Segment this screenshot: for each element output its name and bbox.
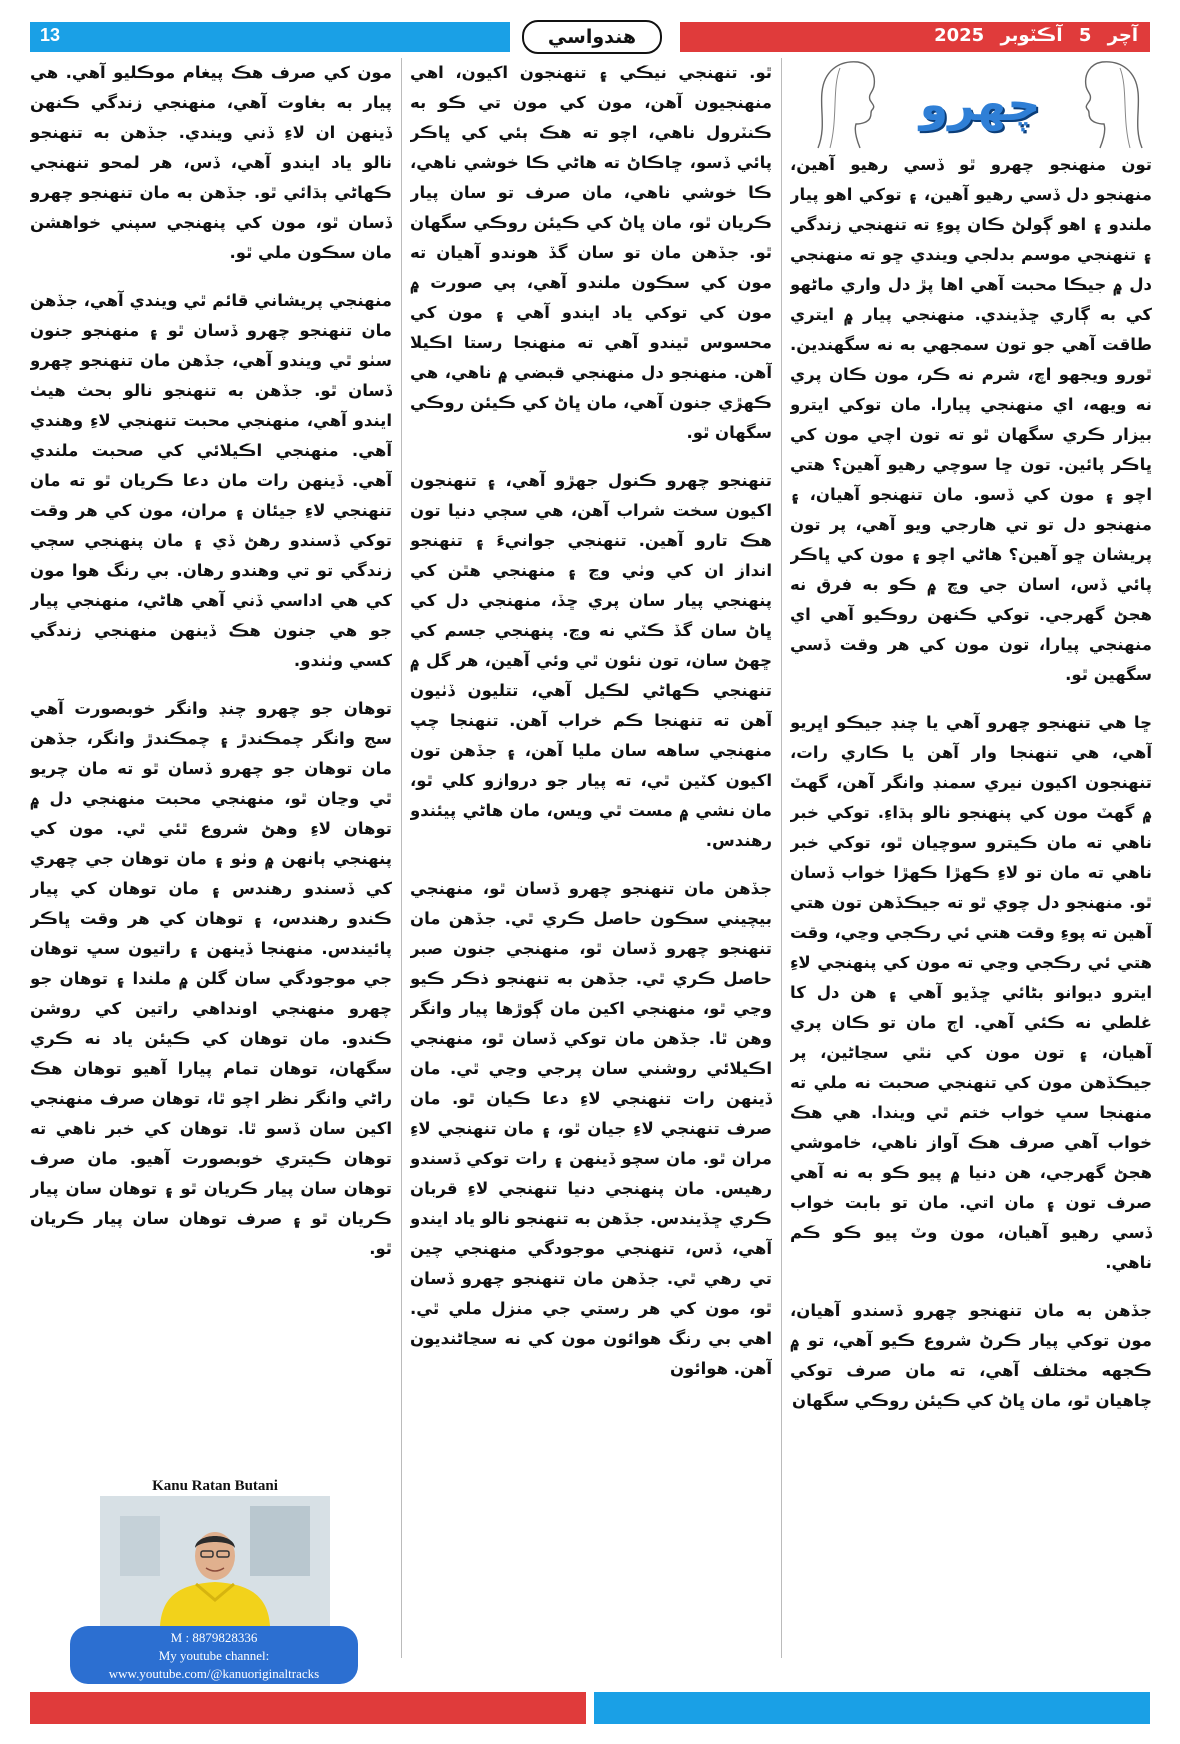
author-name: Kanu Ratan Butani <box>152 1478 278 1494</box>
article-column-2 <box>410 58 772 1658</box>
paragraph: توهان جو چهرو چنڊ وانگر خوبصورت آهي سج وانگر چمڪندڙ ۽ چمڪندڙ وانگر، جڏهن مان توهان جو چهرو ڏسان ٿو ته مان چريو ٿي وڃان ٿو، منهنجي محبت منهنجي دل ۾ توهان لاءِ وهڻ شروع ٿئي ٿي. مون کي پنهنجي ٻانهن ۾ وٺو ۽ مان توهان جي چهري کي ڏسندو رهندس ۽ مان توهان کي پيار ڪندو رهندس، ۽ توهان کي هر وقت ڀاڪر پائيندس. منهنجا ڏينهن ۽ راتيون سڀ توهان جي موجودگي سان گلن ۾ ملندا ۽ توهان جو چهرو منهنجي اونداهي راتين کي روشن ڪندو. مان توهان کي ڪيئن ياد نه ڪري سگهان، توهان تمام پيارا آهيو توهان هڪ راڻي وانگر نظر اچو ٿا، توهان صرف منهنجي اکين سان ڏسو ٿا. توهان کي خبر ناهي ته توهان ڪيتري خوبصورت آهيو. مان صرف توهان سان پيار ڪريان ٿو ۽ توهان سان پيار ڪريان ٿو ۽ صرف توهان سان پيار ڪريان ٿو. <box>30 699 392 1258</box>
footer-bar-right <box>594 1692 1150 1724</box>
author-channel-label: My youtube channel: <box>158 1648 270 1663</box>
column-divider <box>781 58 782 1658</box>
article-column-1 <box>790 150 1152 1650</box>
paragraph: جڏهن به مان تنهنجو چهرو ڏسندو آهيان، مون توکي پيار ڪرڻ شروع ڪيو آهي، تو ۾ ڪجهه مختلف آهي، ته مان صرف توکي چاهيان ٿو، مان ڀاڻ کي ڪيئن روڪي سگهان <box>790 1301 1152 1410</box>
date-day-number: 5 <box>1078 25 1092 46</box>
page-number: 13 <box>40 25 61 45</box>
date-day-name: آچر <box>1107 25 1138 46</box>
dateline <box>924 25 1138 46</box>
page-footer <box>30 1692 1150 1724</box>
date-month: آڪٽوبر <box>1000 25 1063 46</box>
date-year: 2025 <box>934 25 985 46</box>
masthead-logo: هندواسي <box>522 20 662 54</box>
footer-bar-left <box>30 1692 586 1724</box>
article-column-3 <box>30 58 392 1468</box>
author-photo <box>100 1496 330 1626</box>
face-outline-icon <box>810 58 886 150</box>
page-header <box>30 22 1150 52</box>
paragraph: منهنجي پريشاني قائم ٿي ويندي آهي، جڏهن مان تنهنجو چهرو ڏسان ٿو ۽ منهنجو جنون سٺو ٿي ويندو آهي، جڏهن مان تنهنجو چهرو ڏسان ٿو. جڏهن به تنهنجو نالو بحث هيٺ ايندو آهي، منهنجي محبت تنهنجي لاءِ وهندي آهي. منهنجي اڪيلائي کي صحبت ملندي آهي. ڏينهن رات مان دعا ڪريان ٿو ته مان تنهنجي لاءِ جيئان ۽ مران، مون کي هر وقت توکي ڏسندو رهڻ ڏي ۽ مان پنهنجي سڄي زندگي تو تي وهندو رهان. بي رنگ هوا مون کي هي اداسي ڏني آهي هاڻي، منهنجي پيار جو هي جنون هڪ ڏينهن منهنجي زندگي کسي وٺندو. <box>30 291 392 670</box>
paragraph: تنهنجو چهرو ڪنول جهڙو آهي، ۽ تنهنجون اکيون سخت شراب آهن، هي سڄي دنيا تون هڪ تارو آهين. تنهنجي جوانيءَ ۽ تنهنجو انداز ان کي وٺي وڃ ۽ منهنجي هٿن کي پنهنجي پيار سان پري ڇڏ، منهنجي دل کي ڀاڻ سان گڏ ڪٽي نه وڃ. پنهنجي جسم کي ڇهڻ سان، تون نئون ٿي وئي آهين، هر گل ۾ تنهنجي ڪهاڻي لڪيل آهي، تتليون ڏٺيون آهن ته تنهنجا ڪم خراب آهن. تنهنجا چپ منهنجي ساهه سان مليا آهن، ۽ جڏهن تون اکيون کٽين ٿي، ته پيار جو دروازو کلي ٿو، مان نشي ۾ مست ٿي ويس، مان هاڻي پيئندو رهندس. <box>410 471 772 850</box>
author-portrait-icon <box>100 1496 330 1626</box>
article-title: چهرو <box>919 77 1041 131</box>
author-channel-url[interactable]: www.youtube.com/@kanuoriginaltracks <box>108 1666 320 1681</box>
article-title-block <box>810 58 1150 150</box>
author-mobile: M : 8879828336 <box>170 1630 258 1645</box>
column-divider <box>401 58 402 1658</box>
paragraph: ٿو. تنهنجي نيڪي ۽ تنهنجون اکيون، اهي منهنجيون آهن، مون کي مون تي ڪو به ڪنٽرول ناهي، اچو ته هڪ ٻئي کي ڀاڪر پائي ڏسو، ڇاڪاڻ ته هاڻي ڪا خوشي ناهي، ڪا خوشي ناهي، مان صرف تو سان پيار ڪريان ٿو، مان ڀاڻ کي ڪيئن روڪي سگهان ٿو. جڏهن مان تو سان گڏ هوندو آهيان ته مون کي سڪون ملندو آهي، ٻي صورت ۾ مون کي توکي ياد ايندو آهي ۽ مون کي محسوس ٿيندو آهي ته منهنجا رستا اڪيلا آهن. منهنجو دل منهنجي قبضي ۾ ناهي، هي ڪهڙي جنون آهي، مان ڀاڻ کي ڪيئن روڪي سگهان ٿو. <box>410 63 772 442</box>
author-contact-box <box>70 1626 358 1684</box>
paragraph: تون منهنجو چهرو ٿو ڏسي رهيو آهين، منهنجو دل ڏسي رهيو آهين، ۽ توکي اهو پيار ملندو ۽ اهو ڳولڻ ڪان پوءِ ته تنهنجي زندگي ۽ تنهنجي موسم بدلجي ويندي ڇو ته منهنجي دل ۾ جيڪا محبت آهي اها پڙ دل واري ماڻهو کي به ڳاري ڇڏيندي. منهنجي پيار ۾ ايتري طاقت آهي جو تون سمجهي به نه سگهندين. ٿورو ويجهو اچ، شرم نه ڪر، مون ڪان پري نه ويهه، اي منهنجي پيارا. مان توکي ايترو بيزار ڪري سگهان ٿو ته تون اچي مون کي ڀاڪر پائين. تون ڇا سوچي رهيو آهين؟ هتي اچو ۽ مون کي ڏسو. مان تنهنجو آهيان، ۽ منهنجو دل تو تي هارجي ويو آهي، پر تون پريشان ڇو آهين؟ هاڻي اچو ۽ مون کي ڀاڪر پائي ڏس، اسان جي وچ ۾ ڪو به فرق نه هجڻ گهرجي. توکي ڪنهن روڪيو آهي اي منهنجي پيارا، تون مون کي هر وقت ڏسي سگهين ٿو. <box>790 155 1152 684</box>
paragraph: ڇا هي تنهنجو چهرو آهي يا چنڊ جيڪو اڀريو آهي، هي تنهنجا وار آهن يا ڪاري رات، تنهنجون اکيون نيري سمنڊ وانگر آهن، گهٽ ۾ گهٽ مون کي پنهنجو نالو ٻڌاءِ. توکي خبر ناهي ته مان ڪيترو سوچيان ٿو، توکي خبر ناهي ته مان تو لاءِ ڪهڙا ڪهڙا خواب ڏسان ٿو. منهنجو دل چوي ٿو ته جيڪڏهن تون هتي آهين ته پوءِ وقت هتي ئي رڪجي وڃي، وقت هتي ئي رڪجي وڃي ته مون کي پنهنجي لاءِ ايترو ديوانو بڻائي ڇڏيو آهي ۽ هن دل کا غلطي نه ڪئي آهي. اڄ مان تو ڪان پري آهيان، ۽ تون مون کي نٿي سڃاڻين، پر جيڪڏهن مون کي تنهنجي صحبت نه ملي ته منهنجا سڀ خواب ختم ٿي ويندا. هي هڪ خواب آهي صرف هڪ آواز ناهي، خاموشي هجڻ گهرجي، هن دنيا ۾ پيو ڪو به نه آهي صرف تون ۽ مان اتي. مان تو بابت خواب ڏسي رهيو آهيان، مون وٽ پيو ڪو ڪم ناهي. <box>790 713 1152 1272</box>
face-outline-icon <box>1074 58 1150 150</box>
paragraph: مون کي صرف هڪ پيغام موڪليو آهي. هي پيار به بغاوت آهي، منهنجي زندگي ڪنهن ڏينهن ان لاءِ ڏني ويندي. جڏهن به تنهنجو نالو ياد ايندو آهي، ڏس، هر لمحو تنهنجي ڪهاڻي ٻڌائي ٿو. جڏهن به مان تنهنجو چهرو ڏسان ٿو، مون کي پنهنجي سپني خواهشن مان سڪون ملي ٿو. <box>30 63 392 262</box>
header-bar-left <box>30 22 510 52</box>
paragraph: جڏهن مان تنهنجو چهرو ڏسان ٿو، منهنجي بيچيني سڪون حاصل ڪري ٿي. جڏهن مان تنهنجو چهرو ڏسان ٿو، منهنجي جنون صبر حاصل ڪري ٿي. جڏهن به تنهنجو ذڪر ڪيو وڃي ٿو، منهنجي اکين مان ڳوڙها پيار وانگر وهن ٿا. جڏهن مان توکي ڏسان ٿو، منهنجي اڪيلائي روشني سان پرجي وڃي ٿي. مان ڏينهن رات تنهنجي لاءِ دعا ڪيان ٿو. مان صرف تنهنجي لاءِ جيان ٿو، ۽ مان تنهنجي لاءِ مران ٿو. مان سچو ڏينهن ۽ رات توکي ڏسندو رهيس. مان پنهنجي دنيا تنهنجي لاءِ قربان ڪري ڇڏيندس. جڏهن به تنهنجو نالو ياد ايندو آهي، ڏس، تنهنجي موجودگي منهنجي چين تي رهي ٿي. جڏهن مان تنهنجو چهرو ڏسان ٿو، مون کي هر رستي جي منزل ملي ٿي. اهي بي رنگ هوائون مون کي نه سڃاڻنديون آهن. هوائون <box>410 879 772 1378</box>
header-bar-right <box>680 22 1150 52</box>
